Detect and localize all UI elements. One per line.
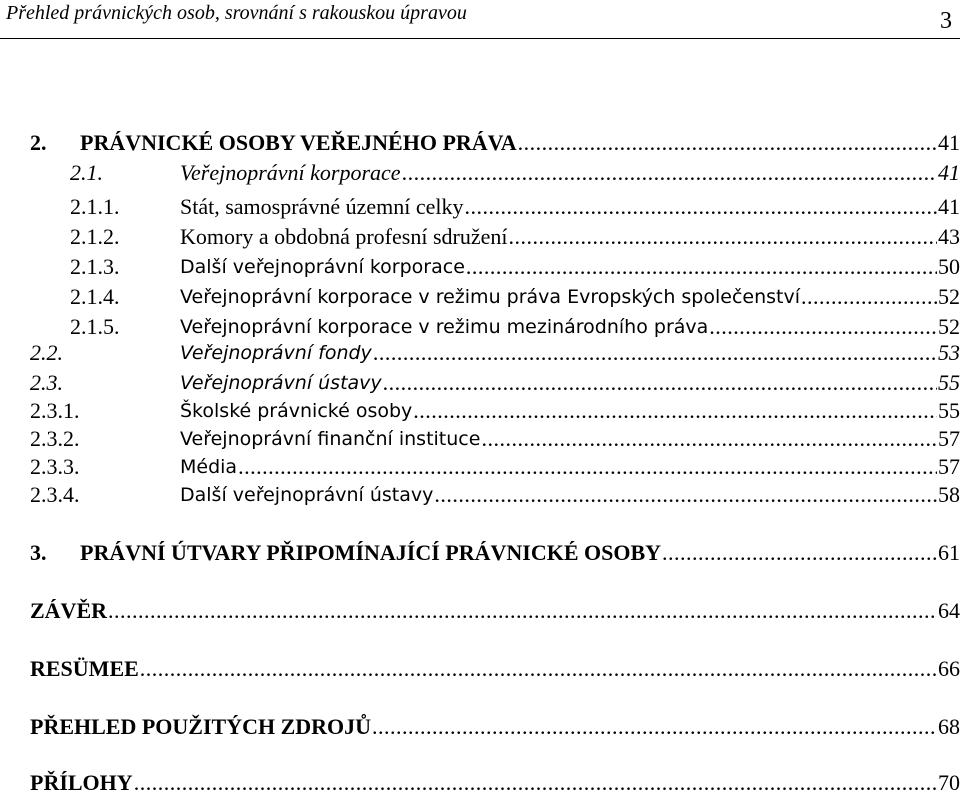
toc-entry-number: 2.1.2.	[70, 224, 120, 249]
toc-entry-page: 41	[938, 130, 960, 155]
toc-entry-title: RESÜMEE	[30, 656, 139, 681]
toc-leader	[662, 540, 937, 566]
toc-entry-page: 41	[938, 160, 960, 185]
toc-entry-page: 68	[938, 714, 960, 739]
toc-entry-page: 64	[938, 598, 960, 623]
toc-leader	[413, 398, 937, 424]
toc-entry-number: 2.3.1.	[30, 398, 80, 423]
toc-entry-page: 57	[938, 426, 960, 451]
toc-entry-title: Školské právnické osoby	[180, 400, 413, 422]
toc-entry-title: PŘÍLOHY	[30, 770, 133, 795]
toc-entry[interactable]	[0, 224, 960, 250]
toc-entry-page: 52	[938, 284, 960, 309]
toc-entry-page: 52	[938, 314, 960, 339]
toc-entry[interactable]	[0, 540, 960, 566]
header-title: Přehled právnických osob, srovnání s rakouskou úpravou	[6, 2, 467, 24]
toc-entry-title: Veřejnoprávní finanční instituce	[180, 428, 481, 450]
toc-entry-number: 2.1.1.	[70, 194, 120, 219]
toc-entry[interactable]	[0, 160, 960, 186]
toc-entry-page: 55	[938, 398, 960, 423]
toc-entry[interactable]	[0, 398, 960, 424]
toc-leader	[383, 370, 937, 396]
toc-entry-page: 57	[938, 454, 960, 479]
toc-leader	[372, 714, 937, 740]
toc-entry[interactable]	[0, 656, 960, 682]
toc-entry-page: 55	[938, 370, 960, 395]
page-header	[0, 2, 960, 32]
toc-entry-page: 50	[938, 254, 960, 279]
toc-entry-page: 61	[938, 540, 960, 565]
toc-entry-page: 41	[938, 194, 960, 219]
toc-entry[interactable]	[0, 714, 960, 740]
toc-entry[interactable]	[0, 426, 960, 452]
toc-leader	[402, 160, 937, 186]
toc-entry-number: 2.3.2.	[30, 426, 80, 451]
toc-entry-number: 2.1.3.	[70, 254, 120, 279]
toc-entry-title: Stát, samosprávné územní celky	[180, 194, 464, 219]
toc-leader	[464, 194, 937, 220]
toc-entry-title: ZÁVĚR	[30, 598, 108, 623]
toc-entry-page: 70	[938, 770, 960, 795]
toc-entry[interactable]	[0, 598, 960, 624]
toc-entry[interactable]	[0, 454, 960, 480]
toc-leader	[238, 454, 937, 480]
toc-entry[interactable]	[0, 130, 960, 156]
toc-entry-page: 53	[938, 340, 960, 365]
toc-leader	[466, 254, 937, 280]
toc-entry-title: Další veřejnoprávní korporace	[180, 256, 465, 278]
toc-entry-number: 2.3.4.	[30, 482, 80, 507]
toc-entry-title: Veřejnoprávní ústavy	[180, 372, 382, 394]
toc-leader	[801, 284, 937, 310]
toc-leader	[134, 770, 937, 796]
toc-entry-number: 2.1.	[70, 160, 103, 185]
toc-entry-number: 2.1.5.	[70, 314, 120, 339]
toc-entry-title: Veřejnoprávní korporace	[180, 160, 401, 185]
toc-leader	[481, 426, 937, 452]
toc-leader	[373, 340, 937, 366]
toc-entry-page: 58	[938, 482, 960, 507]
toc-entry-title: PRÁVNICKÉ OSOBY VEŘEJNÉHO PRÁVA	[80, 130, 517, 155]
toc-entry[interactable]	[0, 770, 960, 796]
toc-entry-title: PŘEHLED POUŽITÝCH ZDROJŮ	[30, 714, 372, 739]
toc-entry[interactable]	[0, 340, 960, 366]
toc-leader	[108, 598, 937, 624]
toc-entry-number: 2.	[30, 130, 47, 155]
toc-entry-number: 2.3.3.	[30, 454, 80, 479]
toc-leader	[508, 224, 937, 250]
toc-entry[interactable]	[0, 370, 960, 396]
toc-entry-title: Veřejnoprávní korporace v režimu mezinárodního práva	[180, 316, 709, 338]
toc-entry[interactable]	[0, 254, 960, 280]
toc-entry-number: 2.2.	[30, 340, 63, 365]
toc-entry-page: 66	[938, 656, 960, 681]
toc-entry-title: Média	[180, 456, 238, 478]
toc-entry[interactable]	[0, 284, 960, 310]
toc-entry-title: Komory a obdobná profesní sdružení	[180, 224, 508, 249]
toc-entry-title: Další veřejnoprávní ústavy	[180, 484, 434, 506]
toc-leader	[518, 130, 937, 156]
header-rule	[0, 38, 960, 39]
toc-leader	[140, 656, 937, 682]
toc-entry-number: 2.3.	[30, 370, 63, 395]
toc-entry-number: 3.	[30, 540, 47, 565]
toc-entry-title: Veřejnoprávní fondy	[180, 342, 372, 364]
toc-leader	[709, 314, 937, 340]
toc-entry-title: Veřejnoprávní korporace v režimu práva Evropských společenství	[180, 286, 801, 308]
toc-entry-title: PRÁVNÍ ÚTVARY PŘIPOMÍNAJÍCÍ PRÁVNICKÉ OSOBY	[80, 540, 662, 565]
toc-entry-number: 2.1.4.	[70, 284, 120, 309]
toc-leader	[434, 482, 937, 508]
toc-entry[interactable]	[0, 314, 960, 340]
toc-entry[interactable]	[0, 194, 960, 220]
toc-entry-page: 43	[938, 224, 960, 249]
toc-entry[interactable]	[0, 482, 960, 508]
header-page-number: 3	[940, 8, 952, 34]
